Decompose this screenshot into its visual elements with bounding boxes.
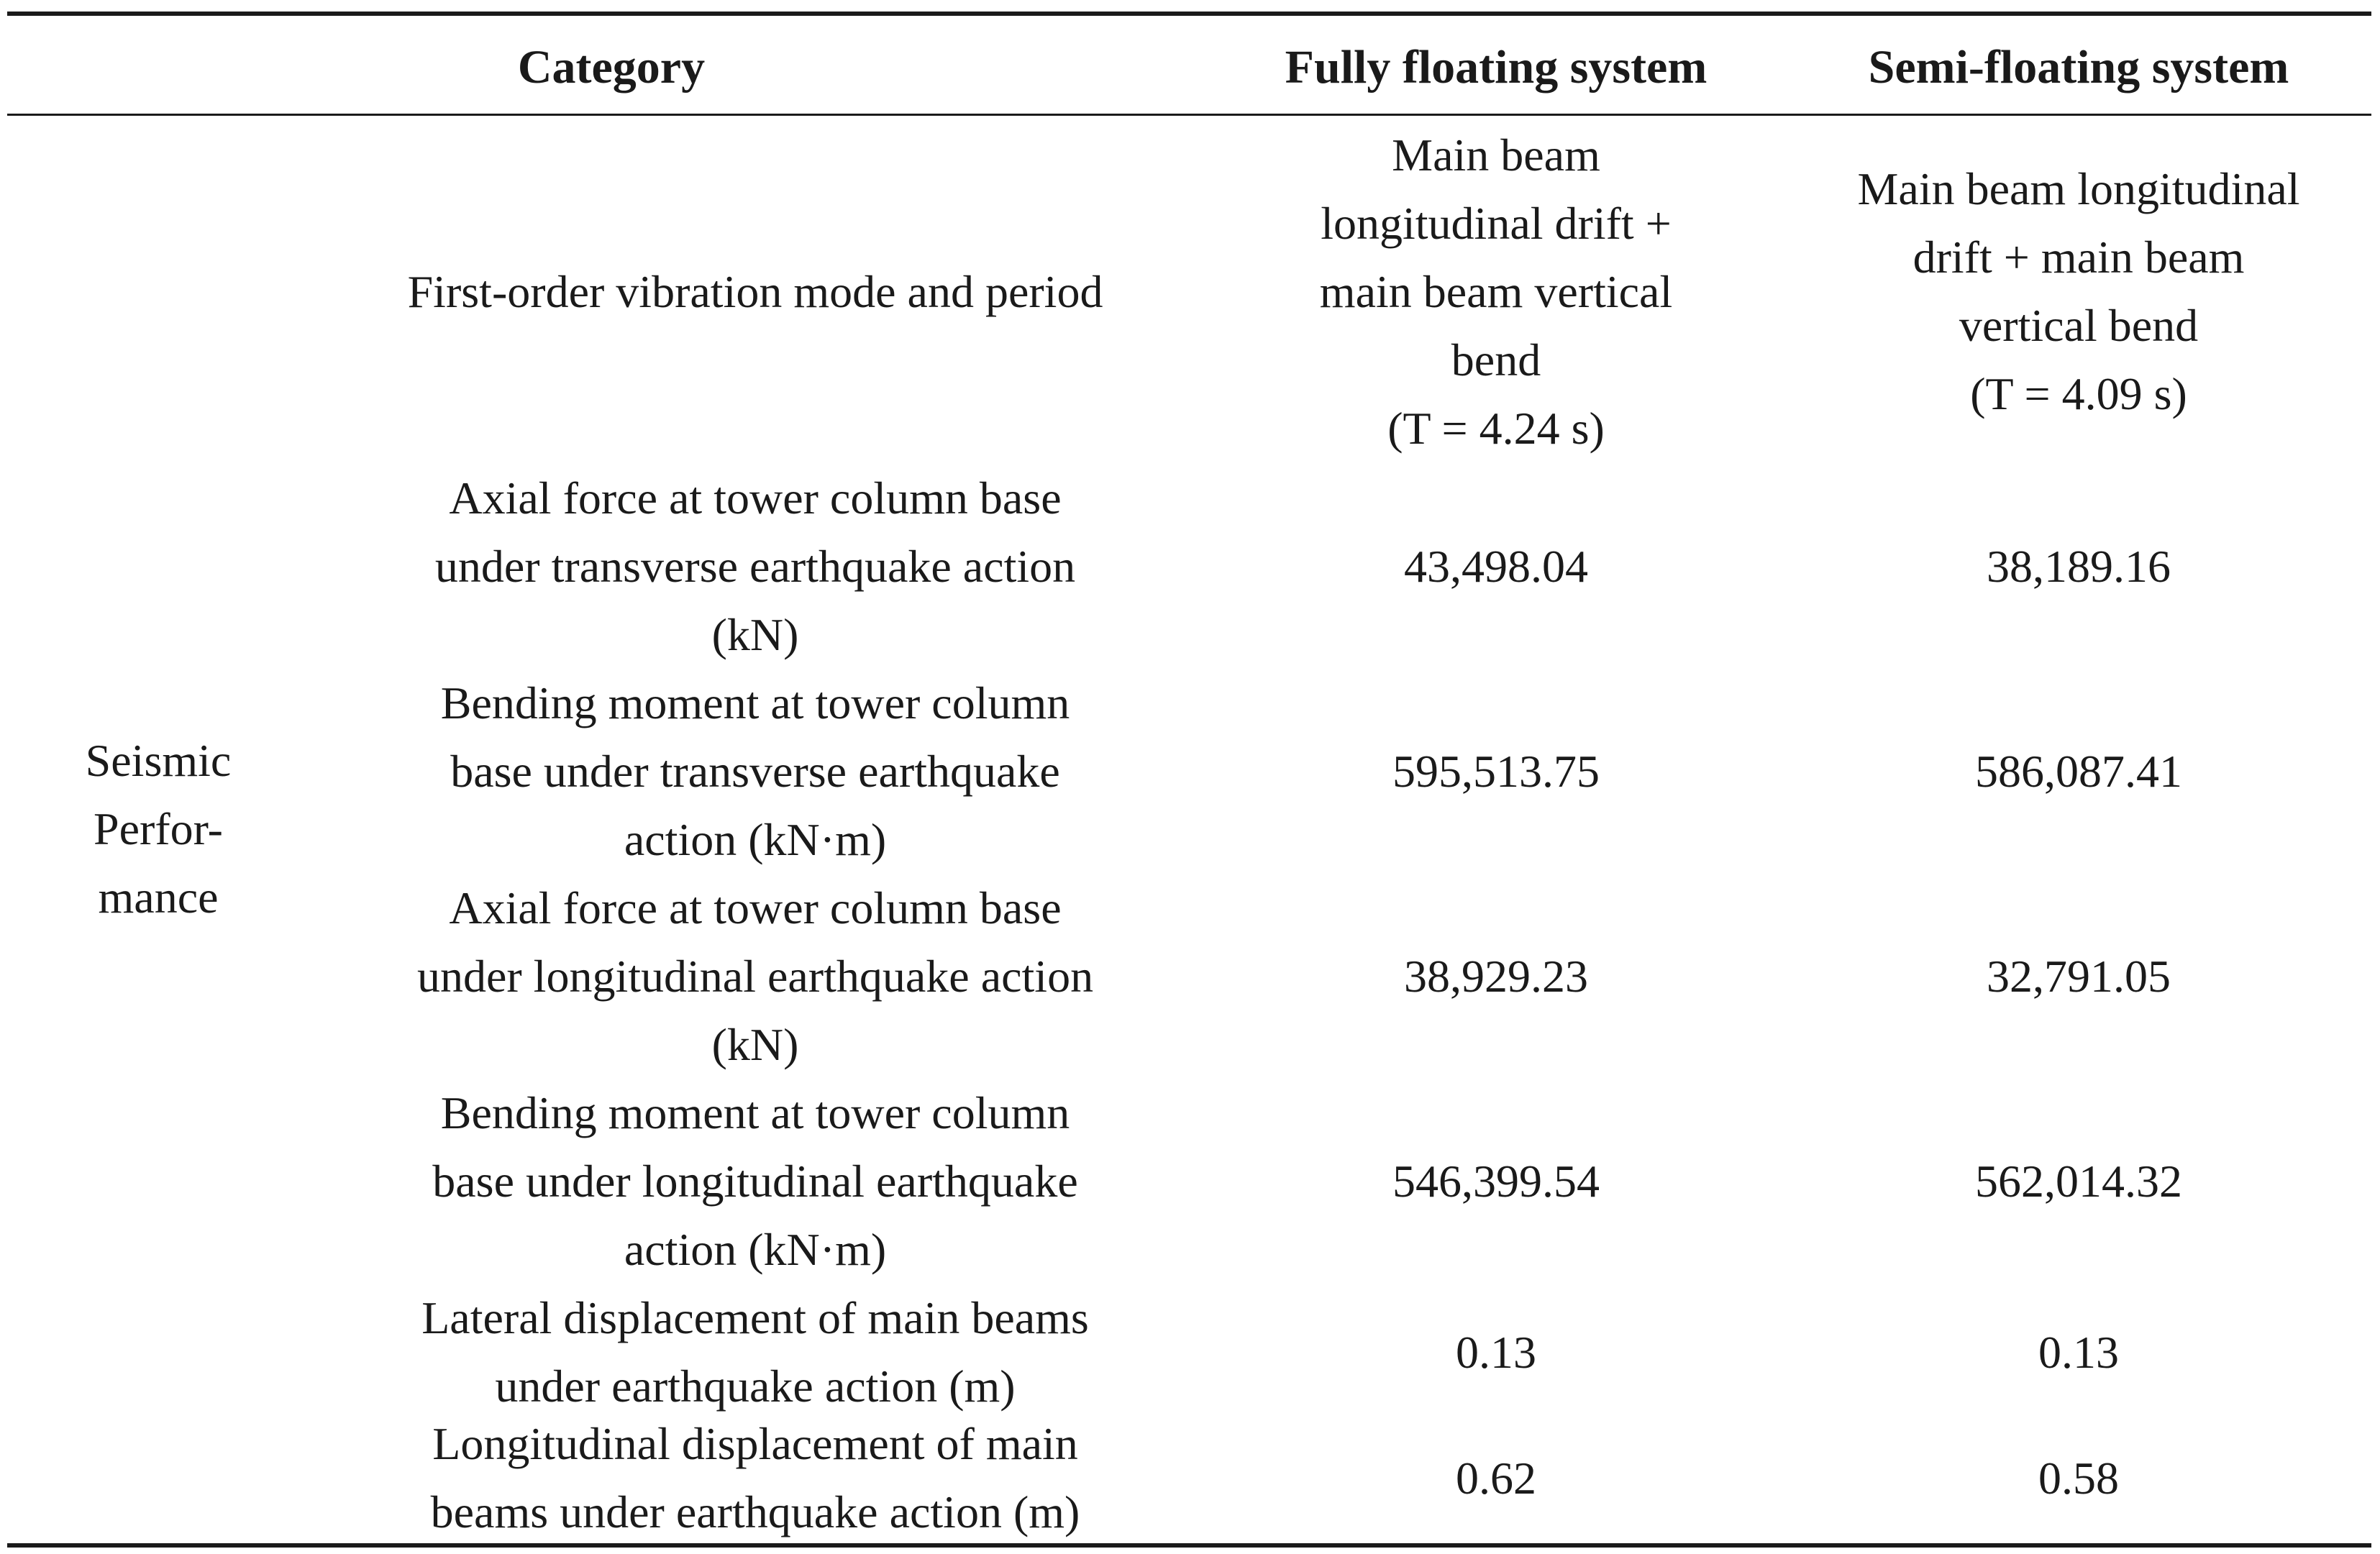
row-category: Longitudinal displacement of main beams under earthquake action (m) xyxy=(430,1418,1080,1537)
header-fully-floating: Fully floating system xyxy=(1285,41,1708,93)
row-fully-value: 43,498.04 xyxy=(1404,541,1588,592)
row-fully-value: 38,929.23 xyxy=(1404,951,1588,1002)
table-top-rule xyxy=(7,12,2371,16)
row-category: Axial force at tower column base under longitudinal earthquake action (kN) xyxy=(416,882,1094,1070)
row-fully-value: Main beam longitudinal drift + main beam vertical bend (T = 4.24 s) xyxy=(1319,129,1673,454)
table-bottom-rule xyxy=(7,1543,2371,1548)
row-semi-value: 0.58 xyxy=(2038,1452,2119,1504)
row-semi-value: 562,014.32 xyxy=(1975,1156,2182,1207)
row-category: Lateral displacement of main beams under earthquake action (m) xyxy=(421,1292,1089,1412)
row-semi-value: 32,791.05 xyxy=(1987,951,2171,1002)
row-fully-value: 0.62 xyxy=(1456,1452,1536,1504)
row-fully-value: 0.13 xyxy=(1456,1326,1536,1378)
table-header-rule xyxy=(7,114,2371,116)
row-semi-value: 38,189.16 xyxy=(1987,541,2171,592)
row-category: Bending moment at tower column base under longitudinal earthquake action (kN·m) xyxy=(432,1087,1078,1275)
row-fully-value: 595,513.75 xyxy=(1392,746,1600,797)
header-category: Category xyxy=(517,41,706,93)
row-semi-value: 0.13 xyxy=(2038,1326,2119,1378)
row-semi-value: Main beam longitudinal drift + main beam vertical bend (T = 4.09 s) xyxy=(1857,163,2300,419)
row-category: Bending moment at tower column base under transverse earthquake action (kN·m) xyxy=(440,677,1070,865)
group-label-seismic-performance: Seismic Perfor- mance xyxy=(85,735,232,923)
header-semi-floating: Semi-floating system xyxy=(1868,41,2289,93)
row-category: First-order vibration mode and period xyxy=(407,265,1103,317)
row-semi-value: 586,087.41 xyxy=(1975,746,2182,797)
row-fully-value: 546,399.54 xyxy=(1392,1156,1600,1207)
row-category: Axial force at tower column base under transverse earthquake action (kN) xyxy=(434,472,1076,660)
